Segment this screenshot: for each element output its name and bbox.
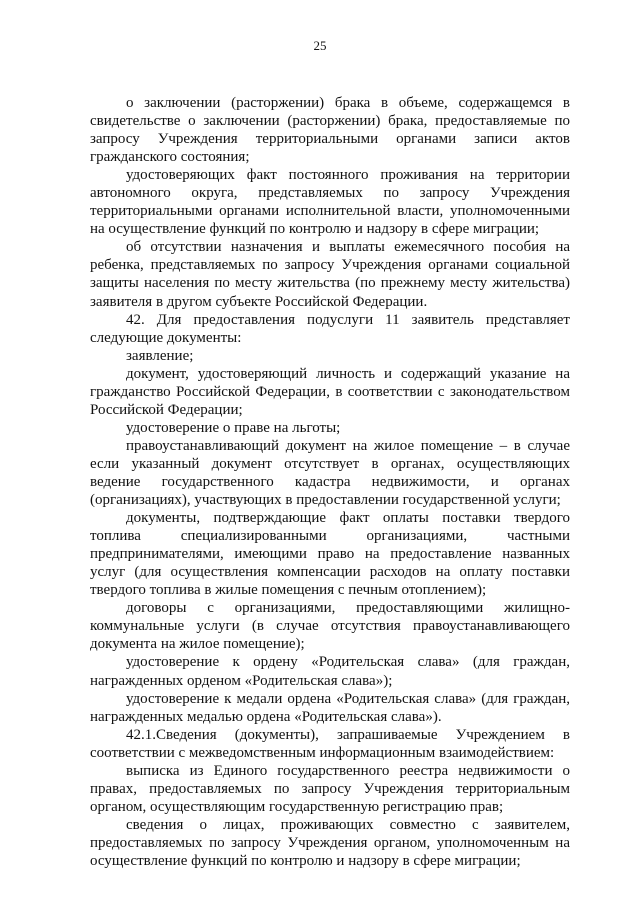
paragraph-fuel-payment: документы, подтверждающие факт оплаты поставки твердого топлива специализированными организациями, частными предпринимателями, имеющими право на предоставление названных услуг (для осуществления компенсации расходов на оплату поставки твердого топлива в жилые помещения с печным отоплением); — [90, 510, 570, 599]
paragraph-title-document: правоустанавливающий документ на жилое помещение – в случае если указанный документ отсутствует в органах, осуществляющих ведение государственного кадастра недвижимости, и органах (организациях), участвующих в предоставлении государственной услуги; — [90, 437, 570, 509]
paragraph-no-child-allowance: об отсутствии назначения и выплаты ежемесячного пособия на ребенка, представляемых по запросу Учреждения органами социальной защиты населения по месту жительства (по прежнему месту жительства) заявителя в другом субъекте Российской Федерации. — [90, 239, 570, 310]
paragraph-order-certificate: удостоверение к ордену «Родительская слава» (для граждан, награжденных орденом «Родительская слава»); — [90, 654, 570, 689]
paragraph-cohabitant-information: сведения о лицах, проживающих совместно с заявителем, предоставляемых по запросу Учреждения органом, уполномоченным на осуществление функций по контролю и надзору в сфере миграции; — [90, 816, 570, 869]
paragraph-benefit-certificate: удостоверение о праве на льготы; — [126, 419, 341, 436]
paragraph-property-register-extract: выписка из Единого государственного реестра недвижимости о правах, предоставляемых по запросу Учреждения территориальным органом, осуществляющим государственную регистрацию прав; — [90, 762, 570, 815]
paragraph-section-42-1: 42.1.Сведения (документы), запрашиваемые Учреждением в соответствии с межведомственным информационным взаимодействием: — [90, 726, 570, 761]
paragraph-residence-proof: удостоверяющих факт постоянного проживания на территории автономного округа, представляемых по запросу Учреждения территориальными органами исполнительной власти, уполномоченными на осуществление функций по контролю и надзору в сфере миграции; — [90, 167, 570, 238]
paragraph-section-42: 42. Для предоставления подуслуги 11 заявитель представляет следующие документы: — [90, 311, 570, 346]
paragraph-utility-contracts: договоры с организациями, предоставляющими жилищно-коммунальные услуги (в случае отсутствия правоустанавливающего документа на жилое помещение); — [90, 600, 570, 653]
page-number: 25 — [313, 38, 327, 53]
paragraph-marriage-dissolution: о заключении (расторжении) брака в объеме, содержащемся в свидетельстве о заключении (расторжении) брака, предоставляемые по запросу Учреждения территориальными органами записи актов гражданского состояния; — [90, 95, 570, 166]
paragraph-application: заявление; — [126, 347, 194, 364]
document-body — [90, 94, 570, 870]
paragraph-identity-document: документ, удостоверяющий личность и содержащий указание на гражданство Российской Федерации, в соответствии с законодательством Российской Федерации; — [90, 365, 570, 418]
paragraph-medal-certificate: удостоверение к медали ордена «Родительская слава» (для граждан, награжденных медалью ордена «Родительская слава»). — [90, 690, 570, 725]
